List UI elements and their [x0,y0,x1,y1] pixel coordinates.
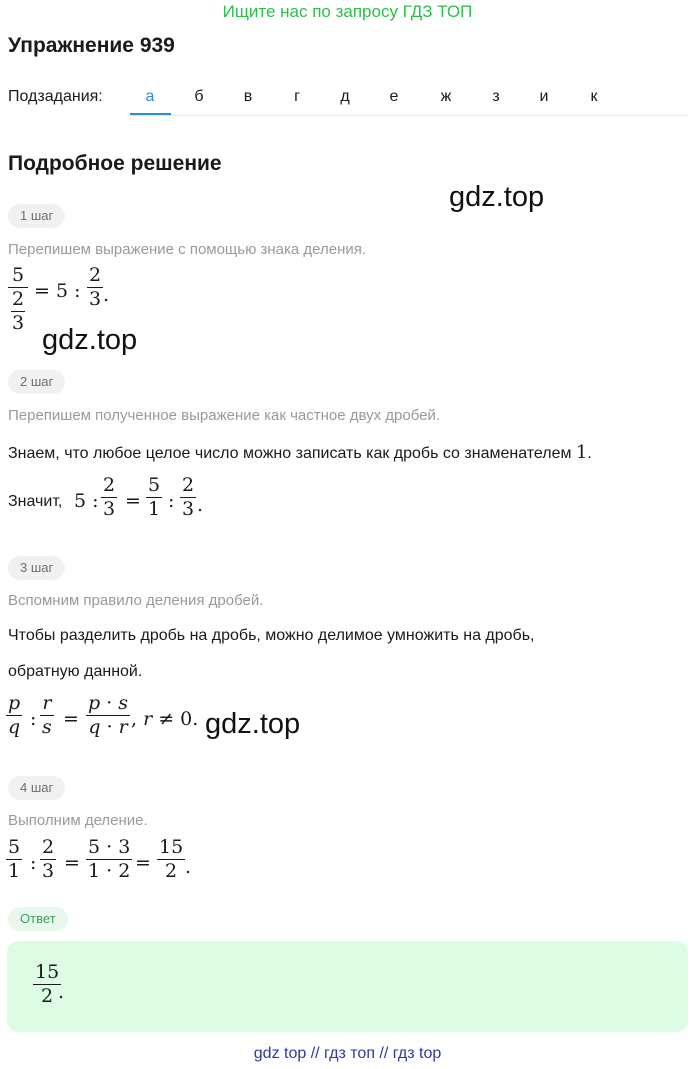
fraction: p · s q · r [88,692,129,738]
step-badge: 1 шаг [8,204,65,228]
watermark: gdz.top [205,708,301,740]
fraction: 5 · 3 1 · 2 [88,836,131,882]
tabs-divider [130,115,687,116]
fraction: 2 3 [89,264,102,310]
footer-links[interactable]: gdz top // гдз топ // гдз top [253,1045,442,1062]
fraction: 2 3 [42,836,55,882]
page-title: Упражнение 939 [8,34,175,57]
tab-v[interactable]: в [243,88,253,105]
promo-banner[interactable]: Ищите нас по запросу ГДЗ ТОП [222,2,473,21]
compound-fraction: 5 $\frac{2}{3}$ [8,264,28,335]
step-text-main: Знаем, что любое целое число можно записать как дробь со знаменателем [8,445,572,462]
step-hint: Перепишем выражение с помощью знака деления. [8,241,367,258]
fraction: 5 1 [8,836,21,882]
fraction: 5 1 [148,474,161,520]
tab-k[interactable]: к [590,88,598,105]
fraction: p q [8,692,21,738]
step-text-end: . [587,445,592,462]
step-hint: Перепишем полученное выражение как частное двух дробей. [8,407,441,424]
watermark: gdz.top [449,181,545,213]
section-title: Подробное решение [8,152,222,175]
answer-box [7,941,688,1032]
step-text: Чтобы разделить дробь на дробь, можно делимое умножить на дробь, [8,627,535,644]
answer-numerator: 15 [35,961,60,983]
answer-denominator: 2 [41,985,54,1007]
step-text-number: 1 [575,442,588,463]
tab-z[interactable]: з [492,88,500,105]
fraction: 15 2 [159,836,184,882]
tab-zh[interactable]: ж [440,88,452,105]
watermark: gdz.top [42,324,138,356]
step-hint: Выполним деление. [8,812,148,829]
step-text-prefix: Значит, [8,493,63,510]
tab-b[interactable]: б [194,88,204,105]
fraction: 2 3 [103,474,116,520]
tab-d[interactable]: д [340,88,350,105]
step-badge: 3 шаг [8,556,65,580]
subtasks-label: Подзадания: [8,88,103,105]
fraction: 2 3 [182,474,195,520]
active-tab-indicator [130,113,171,115]
step-badge: 4 шаг [8,776,65,800]
step-text [8,442,592,463]
tab-g[interactable]: г [294,88,300,105]
fraction: r s [42,692,52,738]
tab-a[interactable]: а [145,88,155,105]
tab-e[interactable]: е [389,88,399,105]
step-hint: Вспомним правило деления дробей. [8,592,264,609]
answer-fraction [33,961,61,1008]
answer-period: . [58,981,65,1003]
answer-badge: Ответ [8,907,68,931]
tab-i[interactable]: и [539,88,549,105]
step-text: обратную данной. [8,663,143,680]
step-badge: 2 шаг [8,370,65,394]
